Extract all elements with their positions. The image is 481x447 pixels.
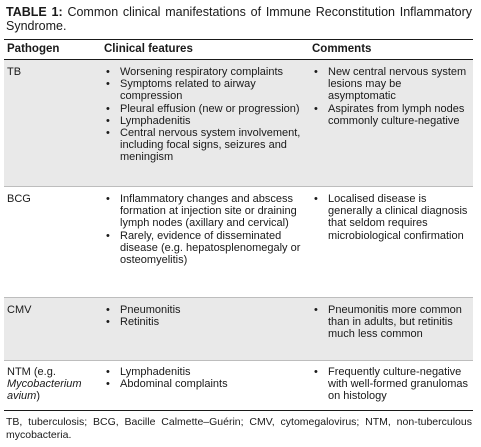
clinical-features-list	[104, 304, 304, 328]
pathogen-cell	[7, 193, 92, 205]
table-row-tb	[4, 60, 473, 186]
pathogen-cell	[7, 366, 92, 403]
comments-cell	[312, 304, 470, 341]
clinical-features-list	[104, 66, 304, 164]
table-header-row	[4, 41, 473, 59]
pathogen-name: BCG	[7, 193, 31, 205]
header-clinical-features: Clinical features	[104, 43, 193, 55]
clinical-features-list	[104, 193, 304, 266]
pathogen-name-tail: )	[36, 390, 41, 403]
clinical-feature-item: • Abdominal complaints	[104, 378, 304, 390]
header-comments: Comments	[312, 43, 372, 55]
table-caption-text: Common clinical manifestations of Immune Reconstitution Inflammatory Syndrome.	[6, 5, 472, 33]
clinical-features-cell	[104, 193, 304, 266]
comments-list	[312, 193, 470, 242]
table-row-ntm	[4, 360, 473, 411]
pathogen-species: Mycobacterium avium	[7, 378, 82, 403]
clinical-feature-item: • Symptoms related to airway compression	[104, 78, 304, 102]
comments-cell	[312, 366, 470, 403]
header-pathogen: Pathogen	[7, 43, 60, 55]
table-top-rule	[4, 39, 473, 40]
comments-cell	[312, 193, 470, 242]
clinical-feature-item: • Retinitis	[104, 316, 304, 328]
comment-item: • Aspirates from lymph nodes commonly culture-negative	[312, 103, 470, 127]
comment-item: • Frequently culture-negative with well-formed granulomas on histology	[312, 366, 470, 403]
table-caption-label: TABLE 1:	[6, 5, 63, 19]
clinical-features-cell	[104, 304, 304, 328]
clinical-features-cell	[104, 366, 304, 390]
comments-cell	[312, 66, 470, 127]
clinical-feature-item: • Worsening respiratory complaints	[104, 66, 304, 78]
table-caption	[6, 5, 472, 33]
comments-list	[312, 304, 470, 341]
comment-item: • Pneumonitis more common than in adults, but retinitis much less common	[312, 304, 470, 341]
table-row-bcg	[4, 186, 473, 297]
clinical-feature-item: • Lymphadenitis	[104, 366, 304, 378]
comments-list	[312, 66, 470, 127]
pathogen-name: CMV	[7, 304, 32, 316]
pathogen-cell	[7, 66, 92, 78]
pathogen-name: NTM (e.g.	[7, 366, 56, 378]
clinical-feature-item: • Lymphadenitis	[104, 115, 304, 127]
comment-item: • New central nervous system lesions may be asymptomatic	[312, 66, 470, 103]
clinical-feature-item: • Pneumonitis	[104, 304, 304, 316]
pathogen-name: TB	[7, 66, 22, 78]
clinical-feature-item: • Inflammatory changes and abscess formation at injection site or draining lymph nodes (axillary and cervical)	[104, 193, 304, 230]
clinical-features-list	[104, 366, 304, 390]
comment-item: • Localised disease is generally a clinical diagnosis that seldom requires microbiological confirmation	[312, 193, 470, 242]
clinical-feature-item: • Central nervous system involvement, including focal signs, seizures and meningism	[104, 127, 304, 164]
comments-list	[312, 366, 470, 403]
clinical-feature-item: • Rarely, evidence of disseminated disease (e.g. hepatosplenomegaly or osteomyelitis)	[104, 230, 304, 267]
table-bottom-rule	[4, 410, 473, 411]
table-footnote: TB, tuberculosis; BCG, Bacille Calmette–Guérin; CMV, cytomegalovirus; NTM, non-tuberculous mycobacteria.	[6, 416, 472, 441]
table-row-cmv	[4, 297, 473, 360]
clinical-features-cell	[104, 66, 304, 164]
pathogen-cell	[7, 304, 92, 316]
clinical-feature-item: • Pleural effusion (new or progression)	[104, 103, 304, 115]
